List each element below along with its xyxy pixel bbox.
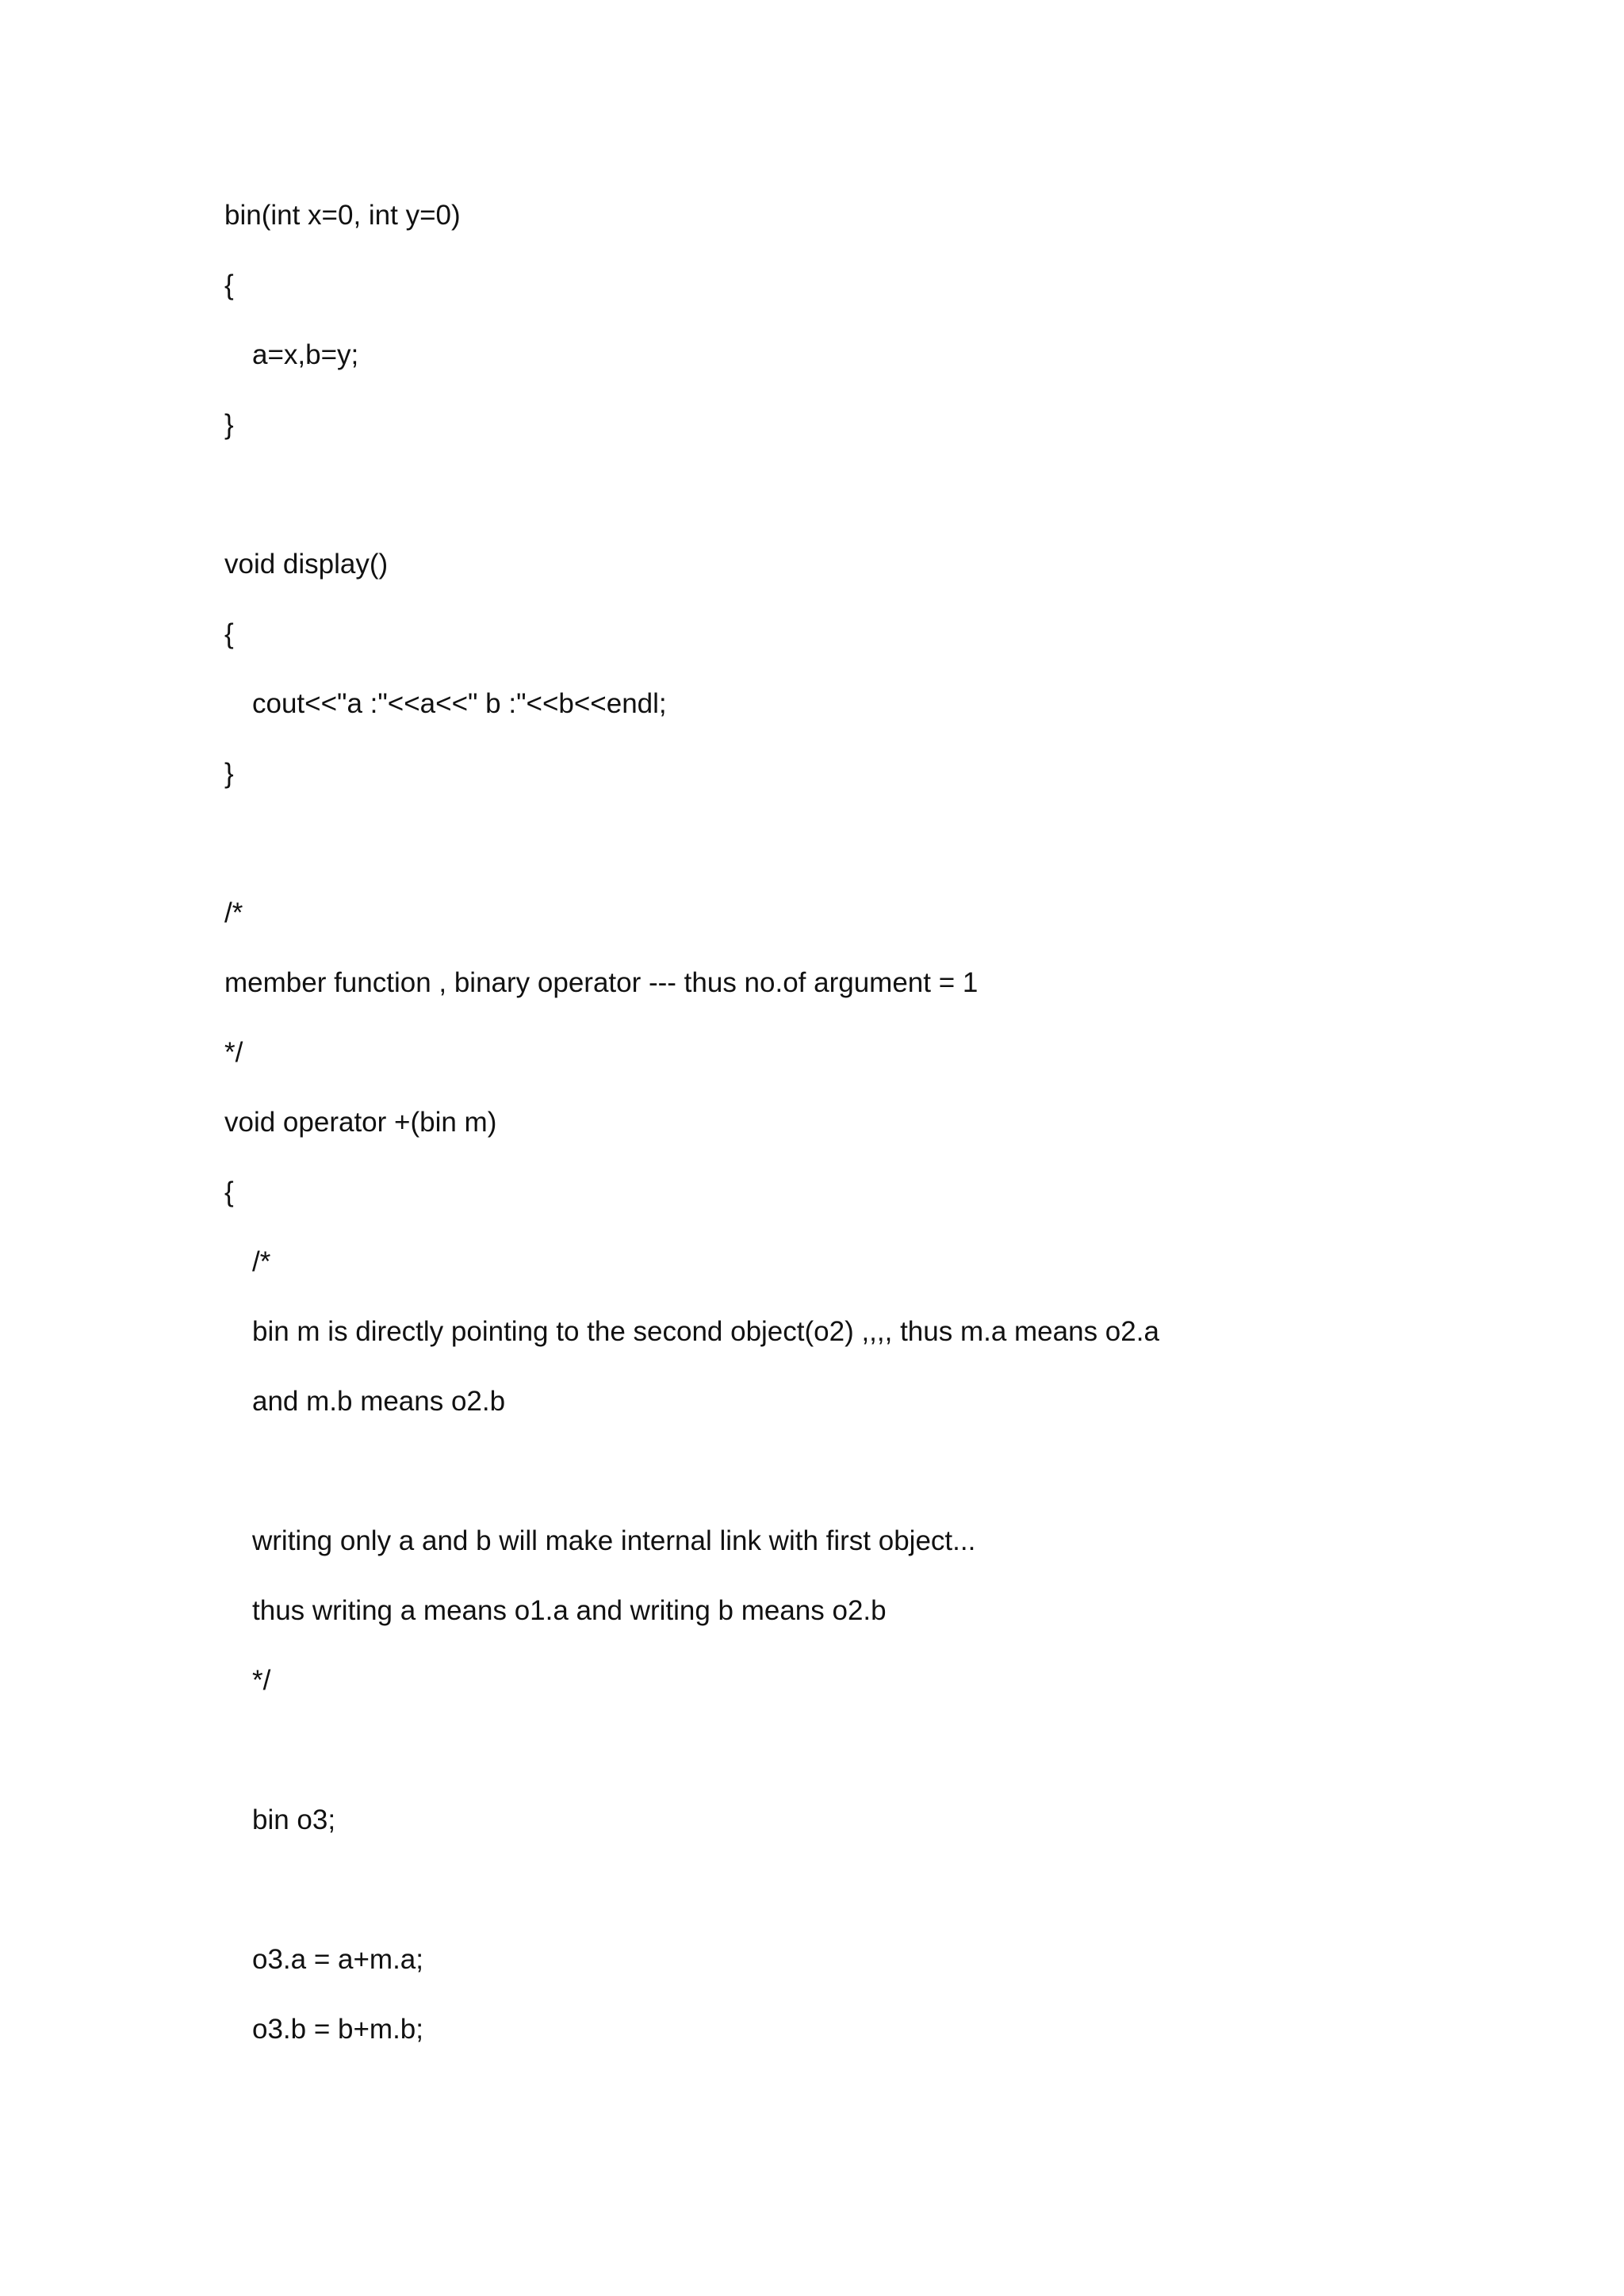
code-line-open-brace: { [224,618,234,649]
code-comment-text: and m.b means o2.b [252,1386,506,1417]
code-comment-text: writing only a and b will make internal link with first object... [252,1525,976,1556]
code-line-cout: cout<<"a :"<<a<<" b :"<<b<<endl; [252,688,667,719]
code-line-assign: a=x,b=y; [252,339,359,370]
code-comment-close: */ [252,1665,271,1696]
code-line-operator-signature: void operator +(bin m) [224,1107,497,1138]
code-line-display-signature: void display() [224,549,389,580]
code-line-close-brace: } [224,409,234,440]
code-comment-text: bin m is directly pointing to the second object(o2) ,,,, thus m.a means o2.a [252,1316,1159,1347]
code-line-assign-a: o3.a = a+m.a; [252,1944,423,1975]
code-line-declaration: bin o3; [252,1804,336,1835]
code-line-open-brace: { [224,270,234,300]
code-comment-open: /* [224,897,243,928]
code-comment-close: */ [224,1037,243,1068]
code-line-close-brace: } [224,758,234,789]
code-comment-text: member function , binary operator --- thus no.of argument = 1 [224,967,979,998]
code-line-open-brace: { [224,1177,234,1207]
code-comment-open: /* [252,1246,271,1277]
code-line-assign-b: o3.b = b+m.b; [252,2014,423,2045]
code-comment-text: thus writing a means o1.a and writing b means o2.b [252,1595,887,1626]
code-line-constructor: bin(int x=0, int y=0) [224,200,461,231]
